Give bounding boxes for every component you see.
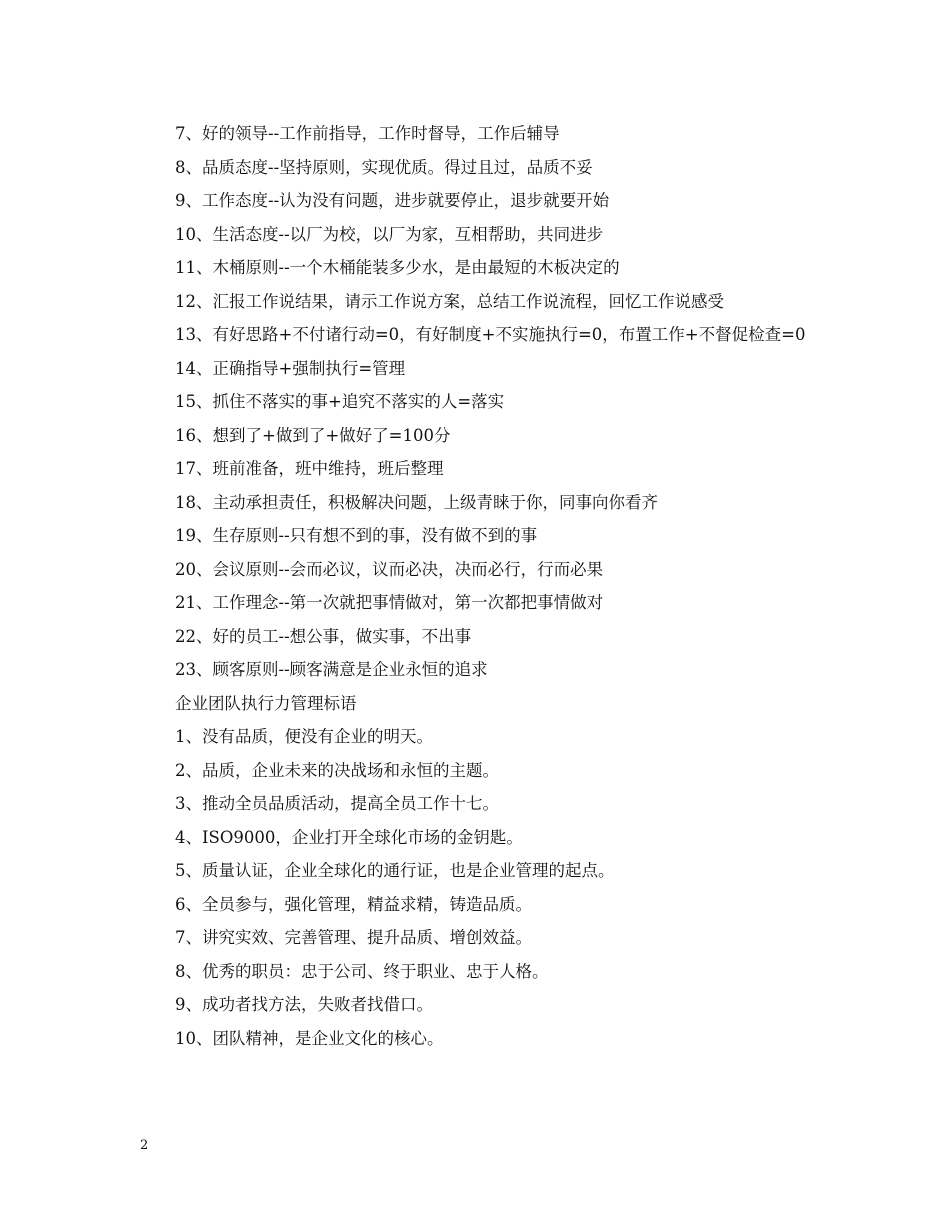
list-item: 7、讲究实效、完善管理、提升品质、增创效益。 [175, 928, 532, 947]
list-item: 23、顾客原则--顾客满意是企业永恒的追求 [175, 660, 488, 679]
list-item: 19、生存原则--只有想不到的事，没有做不到的事 [175, 526, 538, 545]
list-item: 22、好的员工--想公事，做实事，不出事 [175, 626, 472, 646]
list-item: 6、全员参与，强化管理，精益求精，铸造品质。 [175, 894, 532, 914]
list-item: 13、有好思路+不付诸行动=0，有好制度+不实施执行=0，布置工作+不督促检查=0 [175, 325, 806, 344]
list-item: 10、团队精神，是企业文化的核心。 [175, 1028, 444, 1048]
list-item: 17、班前准备，班中维持，班后整理 [175, 459, 444, 478]
list-item: 15、抓住不落实的事+追究不落实的人=落实 [175, 392, 505, 411]
list-item: 9、成功者找方法，失败者找借口。 [175, 995, 433, 1014]
list-item: 2、品质，企业未来的决战场和永恒的主题。 [175, 760, 499, 780]
list-item: 5、质量认证，企业全球化的通行证，也是企业管理的起点。 [175, 861, 615, 880]
section-heading: 企业团队执行力管理标语 [175, 693, 357, 713]
list-item: 8、优秀的职员：忠于公司、终于职业、忠于人格。 [175, 961, 549, 981]
list-item: 10、生活态度--以厂为校，以厂为家，互相帮助，共同进步 [175, 224, 604, 244]
list-item: 7、好的领导--工作前指导，工作时督导，工作后辅导 [175, 124, 560, 143]
list-item: 16、想到了+做到了+做好了=100分 [175, 425, 451, 445]
list-item: 1、没有品质，便没有企业的明天。 [175, 727, 433, 746]
list-item: 12、汇报工作说结果，请示工作说方案，总结工作说流程，回忆工作说感受 [175, 291, 724, 311]
list-item: 4、ISO9000，企业打开全球化市场的金钥匙。 [175, 827, 523, 847]
list-item: 3、推动全员品质活动，提高全员工作十七。 [175, 794, 499, 813]
list-item: 8、品质态度--坚持原则，实现优质。得过且过，品质不妥 [175, 157, 593, 177]
document-body [140, 117, 820, 1055]
page-number: 2 [140, 1138, 149, 1153]
list-item: 18、主动承担责任，积极解决问题，上级青睐于你，同事向你看齐 [175, 492, 658, 512]
list-item: 20、会议原则--会而必议，议而必决，决而必行，行而必果 [175, 559, 604, 579]
list-item: 21、工作理念--第一次就把事情做对，第一次都把事情做对 [175, 593, 604, 612]
list-item: 14、正确指导+强制执行=管理 [175, 358, 406, 378]
list-item: 11、木桶原则--一个木桶能装多少水，是由最短的木板决定的 [175, 258, 620, 277]
list-item: 9、工作态度--认为没有问题，进步就要停止，退步就要开始 [175, 191, 610, 210]
